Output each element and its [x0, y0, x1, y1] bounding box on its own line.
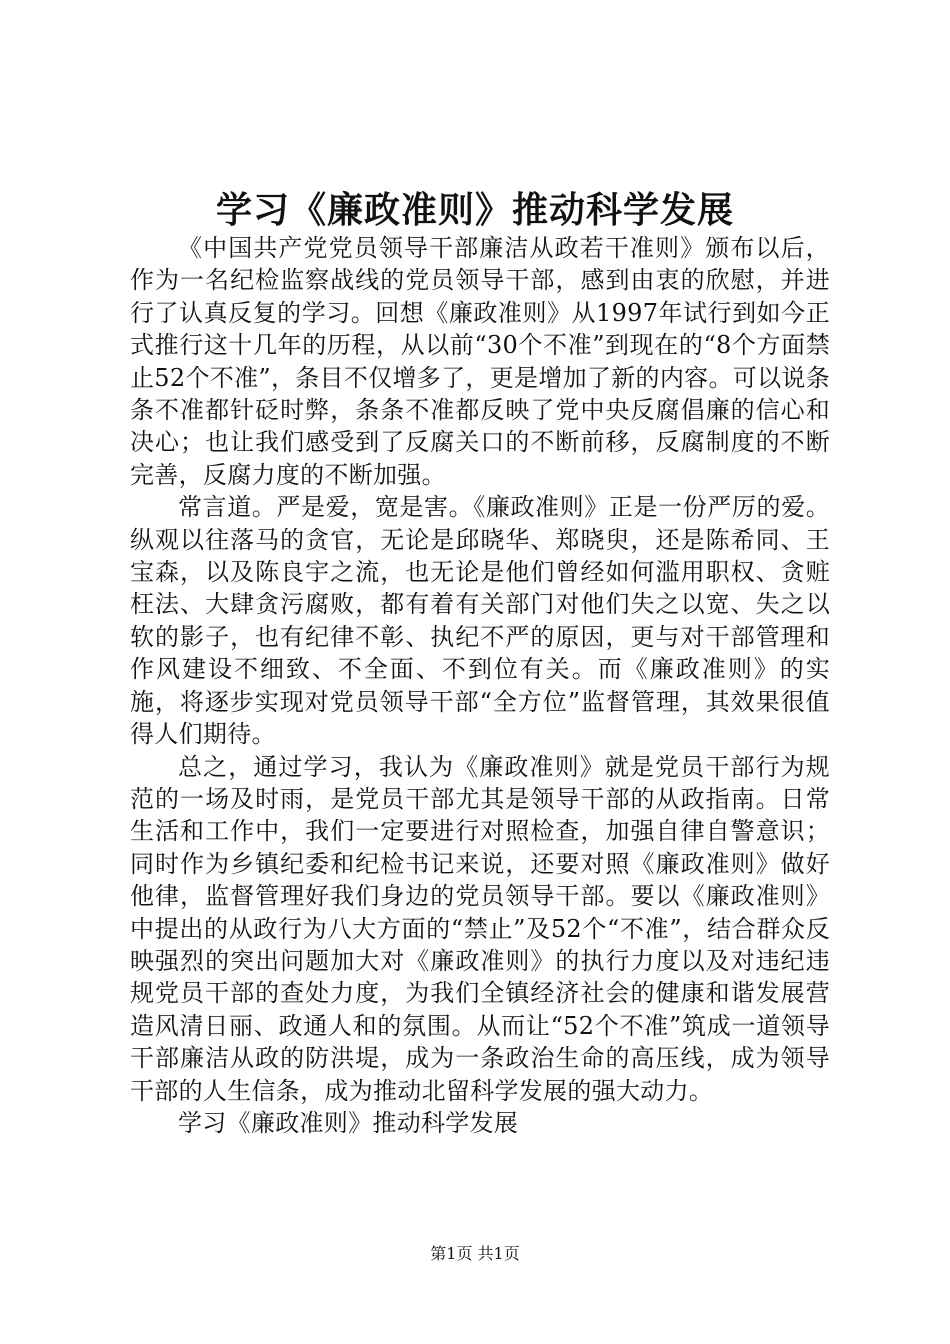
page-footer: 第1页 共1页	[430, 1244, 520, 1263]
document-body	[130, 232, 830, 1139]
paragraph-4-repeated-title: 学习《廉政准则》推动科学发展	[178, 1108, 519, 1137]
paragraph-2: 常言道。严是爱，宽是害。《廉政准则》正是一份严厉的爱。纵观以往落马的贪官，无论是邱晓华、郑晓臾，还是陈希同、王宝森，以及陈良宇之流，也无论是他们曾经如何滥用职权、贪赃枉法、大肆贪污腐败，都有着有关部门对他们失之以宽、失之以软的影子，也有纪律不彰、执纪不严的原因，更与对干部管理和作风建设不细致、不全面、不到位有关。而《廉政准则》的实施，将逐步实现对党员领导干部“全方位”监督管理，其效果很值得人们期待。	[130, 493, 830, 749]
document-title: 学习《廉政准则》推动科学发展	[215, 189, 734, 231]
paragraph-1: 《中国共产党党员领导干部廉洁从政若干准则》颁布以后，作为一名纪检监察战线的党员领导干部，感到由衷的欣慰，并进行了认真反复的学习。回想《廉政准则》从1997年试行到如今正式推行这十几年的历程，从以前“30个不准”到现在的“8个方面禁止52个不准”，条目不仅增多了，更是增加了新的内容。可以说条条不准都针砭时弊，条条不准都反映了党中央反腐倡廉的信心和决心；也让我们感受到了反腐关口的不断前移，反腐制度的不断完善，反腐力度的不断加强。	[130, 234, 830, 489]
paragraph-3: 总之，通过学习，我认为《廉政准则》就是党员干部行为规范的一场及时雨，是党员干部尤其是领导干部的从政指南。日常生活和工作中，我们一定要进行对照检查，加强自律自警意识；同时作为乡镇纪委和纪检书记来说，还要对照《廉政准则》做好他律，监督管理好我们身边的党员领导干部。要以《廉政准则》中提出的从政行为八大方面的“禁止”及52个“不准”，结合群众反映强烈的突出问题加大对《廉政准则》的执行力度以及对违纪违规党员干部的查处力度，为我们全镇经济社会的健康和谐发展营造风清日丽、政通人和的氛围。从而让“52个不准”筑成一道领导干部廉洁从政的防洪堤，成为一条政治生命的高压线，成为领导干部的人生信条，成为推动北留科学发展的强大动力。	[130, 752, 830, 1105]
